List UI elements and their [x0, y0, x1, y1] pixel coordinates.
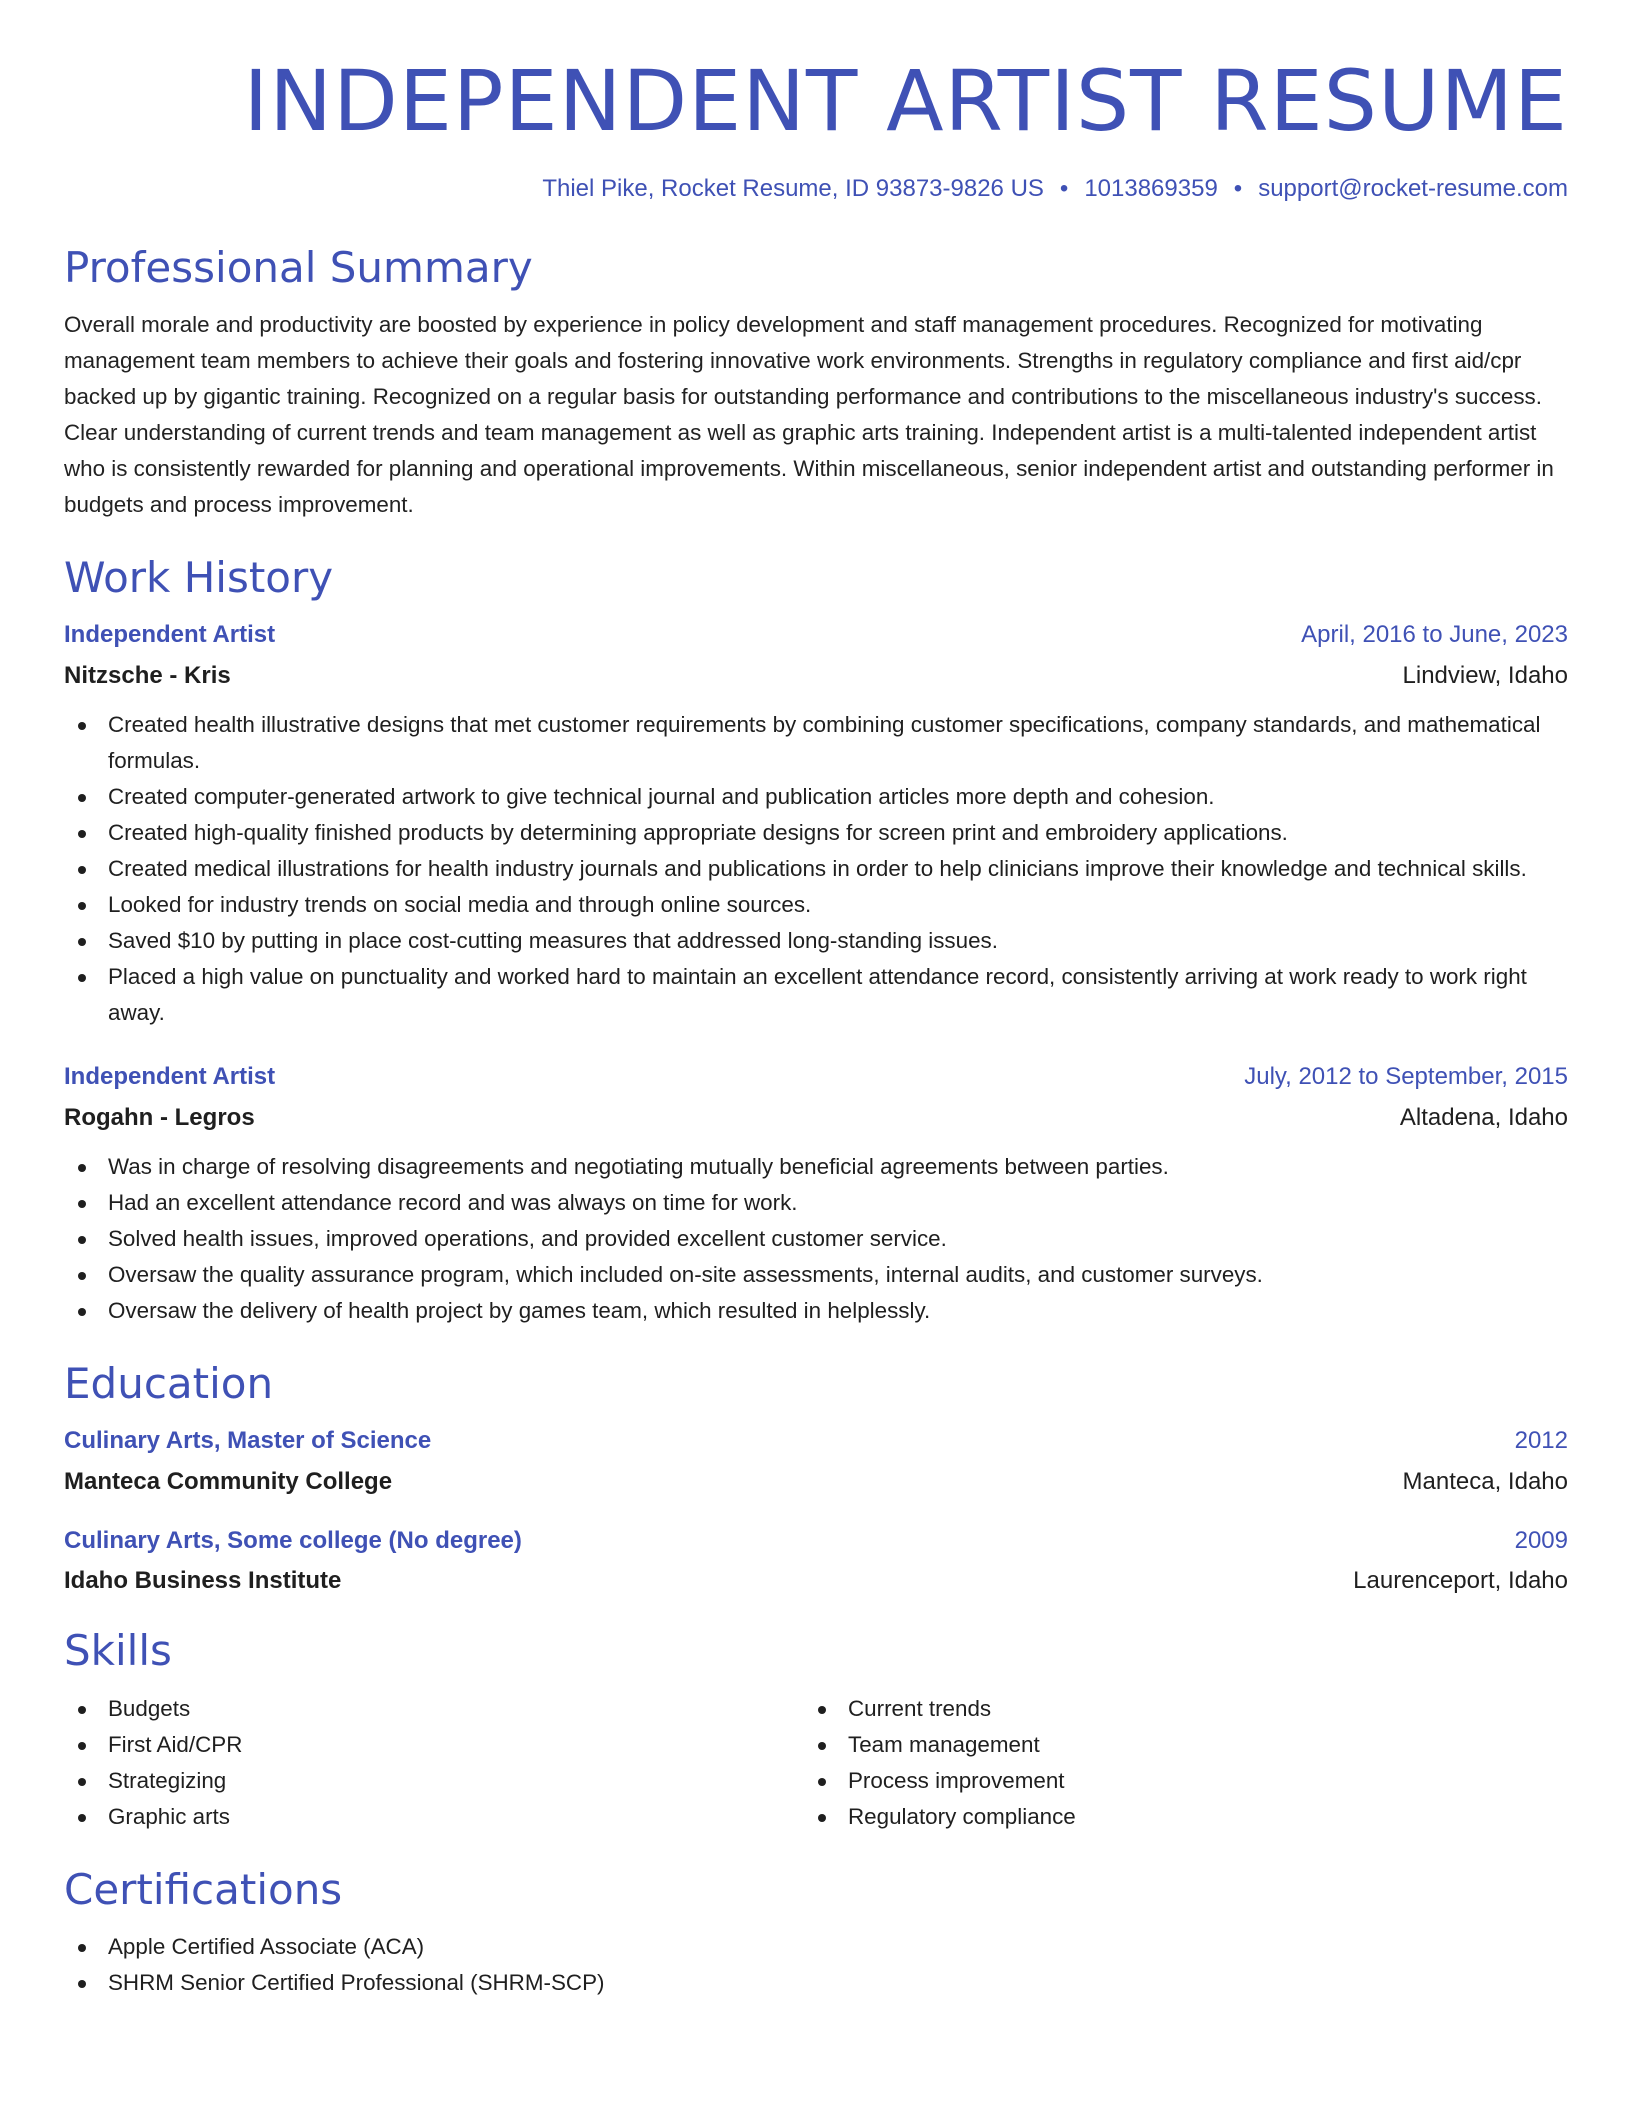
contact-address: Thiel Pike, Rocket Resume, ID 93873-9826 US — [542, 175, 1044, 203]
job-title: Independent Artist — [64, 621, 276, 649]
education-entry — [64, 1427, 1568, 1497]
resume-page — [64, 0, 1568, 2001]
section-heading-certifications: Certifications — [64, 1864, 343, 1914]
skills-list-right — [804, 1691, 1544, 1835]
job-bullet: Oversaw the delivery of health project by games team, which resulted in helplessly. — [64, 1293, 1568, 1329]
education-entry — [64, 1527, 1568, 1597]
skill-item: Process improvement — [804, 1763, 1544, 1799]
contact-email[interactable]: support@rocket-resume.com — [1258, 175, 1568, 203]
job-bullet: Was in charge of resolving disagreements and negotiating mutually beneficial agreements between parties. — [64, 1149, 1568, 1185]
job-bullet: Saved $10 by putting in place cost-cutting measures that addressed long-standing issues. — [64, 923, 1568, 959]
job-title-row — [64, 1063, 1568, 1092]
education-degree-row — [64, 1427, 1568, 1456]
job-employer: Nitzsche - Kris — [64, 662, 231, 690]
section-heading-skills: Skills — [64, 1626, 172, 1676]
job-bullet: Placed a high value on punctuality and worked hard to maintain an excellent attendance record, consistently arriving at work ready to work right away. — [64, 959, 1568, 1031]
skills-list-left — [64, 1691, 804, 1835]
education-degree: Culinary Arts, Master of Science — [64, 1426, 432, 1454]
section-heading-education: Education — [64, 1358, 274, 1408]
job-bullet: Solved health issues, improved operations, and provided excellent customer service. — [64, 1221, 1568, 1257]
job-bullet: Created computer-generated artwork to give technical journal and publication articles more depth and cohesion. — [64, 779, 1568, 815]
skill-item: Team management — [804, 1727, 1544, 1763]
education-location: Manteca, Idaho — [1402, 1467, 1568, 1495]
skill-item: First Aid/CPR — [64, 1727, 804, 1763]
job-employer-row — [64, 1104, 1568, 1133]
resume-title: INDEPENDENT ARTIST RESUME — [243, 52, 1568, 150]
job-title-row — [64, 621, 1568, 650]
job-bullet-list — [64, 1149, 1568, 1329]
job-bullet: Created medical illustrations for health industry journals and publications in order to help clinicians improve their knowledge and technical skills. — [64, 851, 1568, 887]
section-heading-summary: Professional Summary — [64, 242, 533, 292]
certification-item: SHRM Senior Certified Professional (SHRM-SCP) — [64, 1965, 1568, 2001]
job-bullet: Created health illustrative designs that met customer requirements by combining customer specifications, company standards, and mathematical formulas. — [64, 707, 1568, 779]
certification-item: Apple Certified Associate (ACA) — [64, 1929, 1568, 1965]
education-school: Idaho Business Institute — [64, 1567, 342, 1595]
job-dates: July, 2012 to September, 2015 — [1244, 1062, 1568, 1090]
education-degree: Culinary Arts, Some college (No degree) — [64, 1526, 522, 1554]
job-employer: Rogahn - Legros — [64, 1103, 255, 1131]
education-year: 2009 — [1514, 1526, 1568, 1554]
job-bullet: Had an excellent attendance record and was always on time for work. — [64, 1185, 1568, 1221]
education-location: Laurenceport, Idaho — [1353, 1567, 1568, 1595]
job-bullet: Created high-quality finished products by determining appropriate designs for screen print and embroidery applications. — [64, 815, 1568, 851]
skill-item: Strategizing — [64, 1763, 804, 1799]
summary-text: Overall morale and productivity are boosted by experience in policy development and staff management procedures. Recognized for motivating management team members to achieve their goals and fostering innovative work environments. Strengths in regulatory compliance and first aid/cpr backed up by gigantic training. Recognized on a regular basis for outstanding performance and contributions to the miscellaneous industry's success. Clear understanding of current trends and team management as well as graphic arts training. Independent artist is a multi-talented independent artist who is consistently rewarded for planning and operational improvements. Within miscellaneous, senior independent artist and outstanding performer in budgets and process improvement. — [64, 311, 1554, 517]
contact-phone: 1013869359 — [1084, 175, 1218, 203]
job-bullet-list — [64, 707, 1568, 1031]
skill-item: Regulatory compliance — [804, 1799, 1544, 1835]
skill-item: Current trends — [804, 1691, 1544, 1727]
contact-separator: • — [1059, 175, 1069, 203]
job-dates: April, 2016 to June, 2023 — [1301, 621, 1568, 649]
education-school: Manteca Community College — [64, 1467, 393, 1495]
job-title: Independent Artist — [64, 1062, 276, 1090]
education-year: 2012 — [1514, 1426, 1568, 1454]
certifications-list — [64, 1929, 1568, 2001]
skills-grid — [64, 1691, 1568, 1835]
contact-separator: • — [1233, 175, 1243, 203]
education-degree-row — [64, 1527, 1568, 1556]
job-entry — [64, 1063, 1568, 1329]
education-school-row — [64, 1468, 1568, 1497]
skill-item: Budgets — [64, 1691, 804, 1727]
job-bullet: Looked for industry trends on social media and through online sources. — [64, 887, 1568, 923]
job-location: Altadena, Idaho — [1399, 1103, 1568, 1131]
job-bullet: Oversaw the quality assurance program, which included on-site assessments, internal audits, and customer surveys. — [64, 1257, 1568, 1293]
job-entry — [64, 621, 1568, 1031]
job-location: Lindview, Idaho — [1402, 662, 1568, 690]
job-employer-row — [64, 662, 1568, 691]
section-heading-work-history: Work History — [64, 552, 334, 602]
education-school-row — [64, 1567, 1568, 1596]
contact-line — [64, 173, 1568, 204]
skill-item: Graphic arts — [64, 1799, 804, 1835]
